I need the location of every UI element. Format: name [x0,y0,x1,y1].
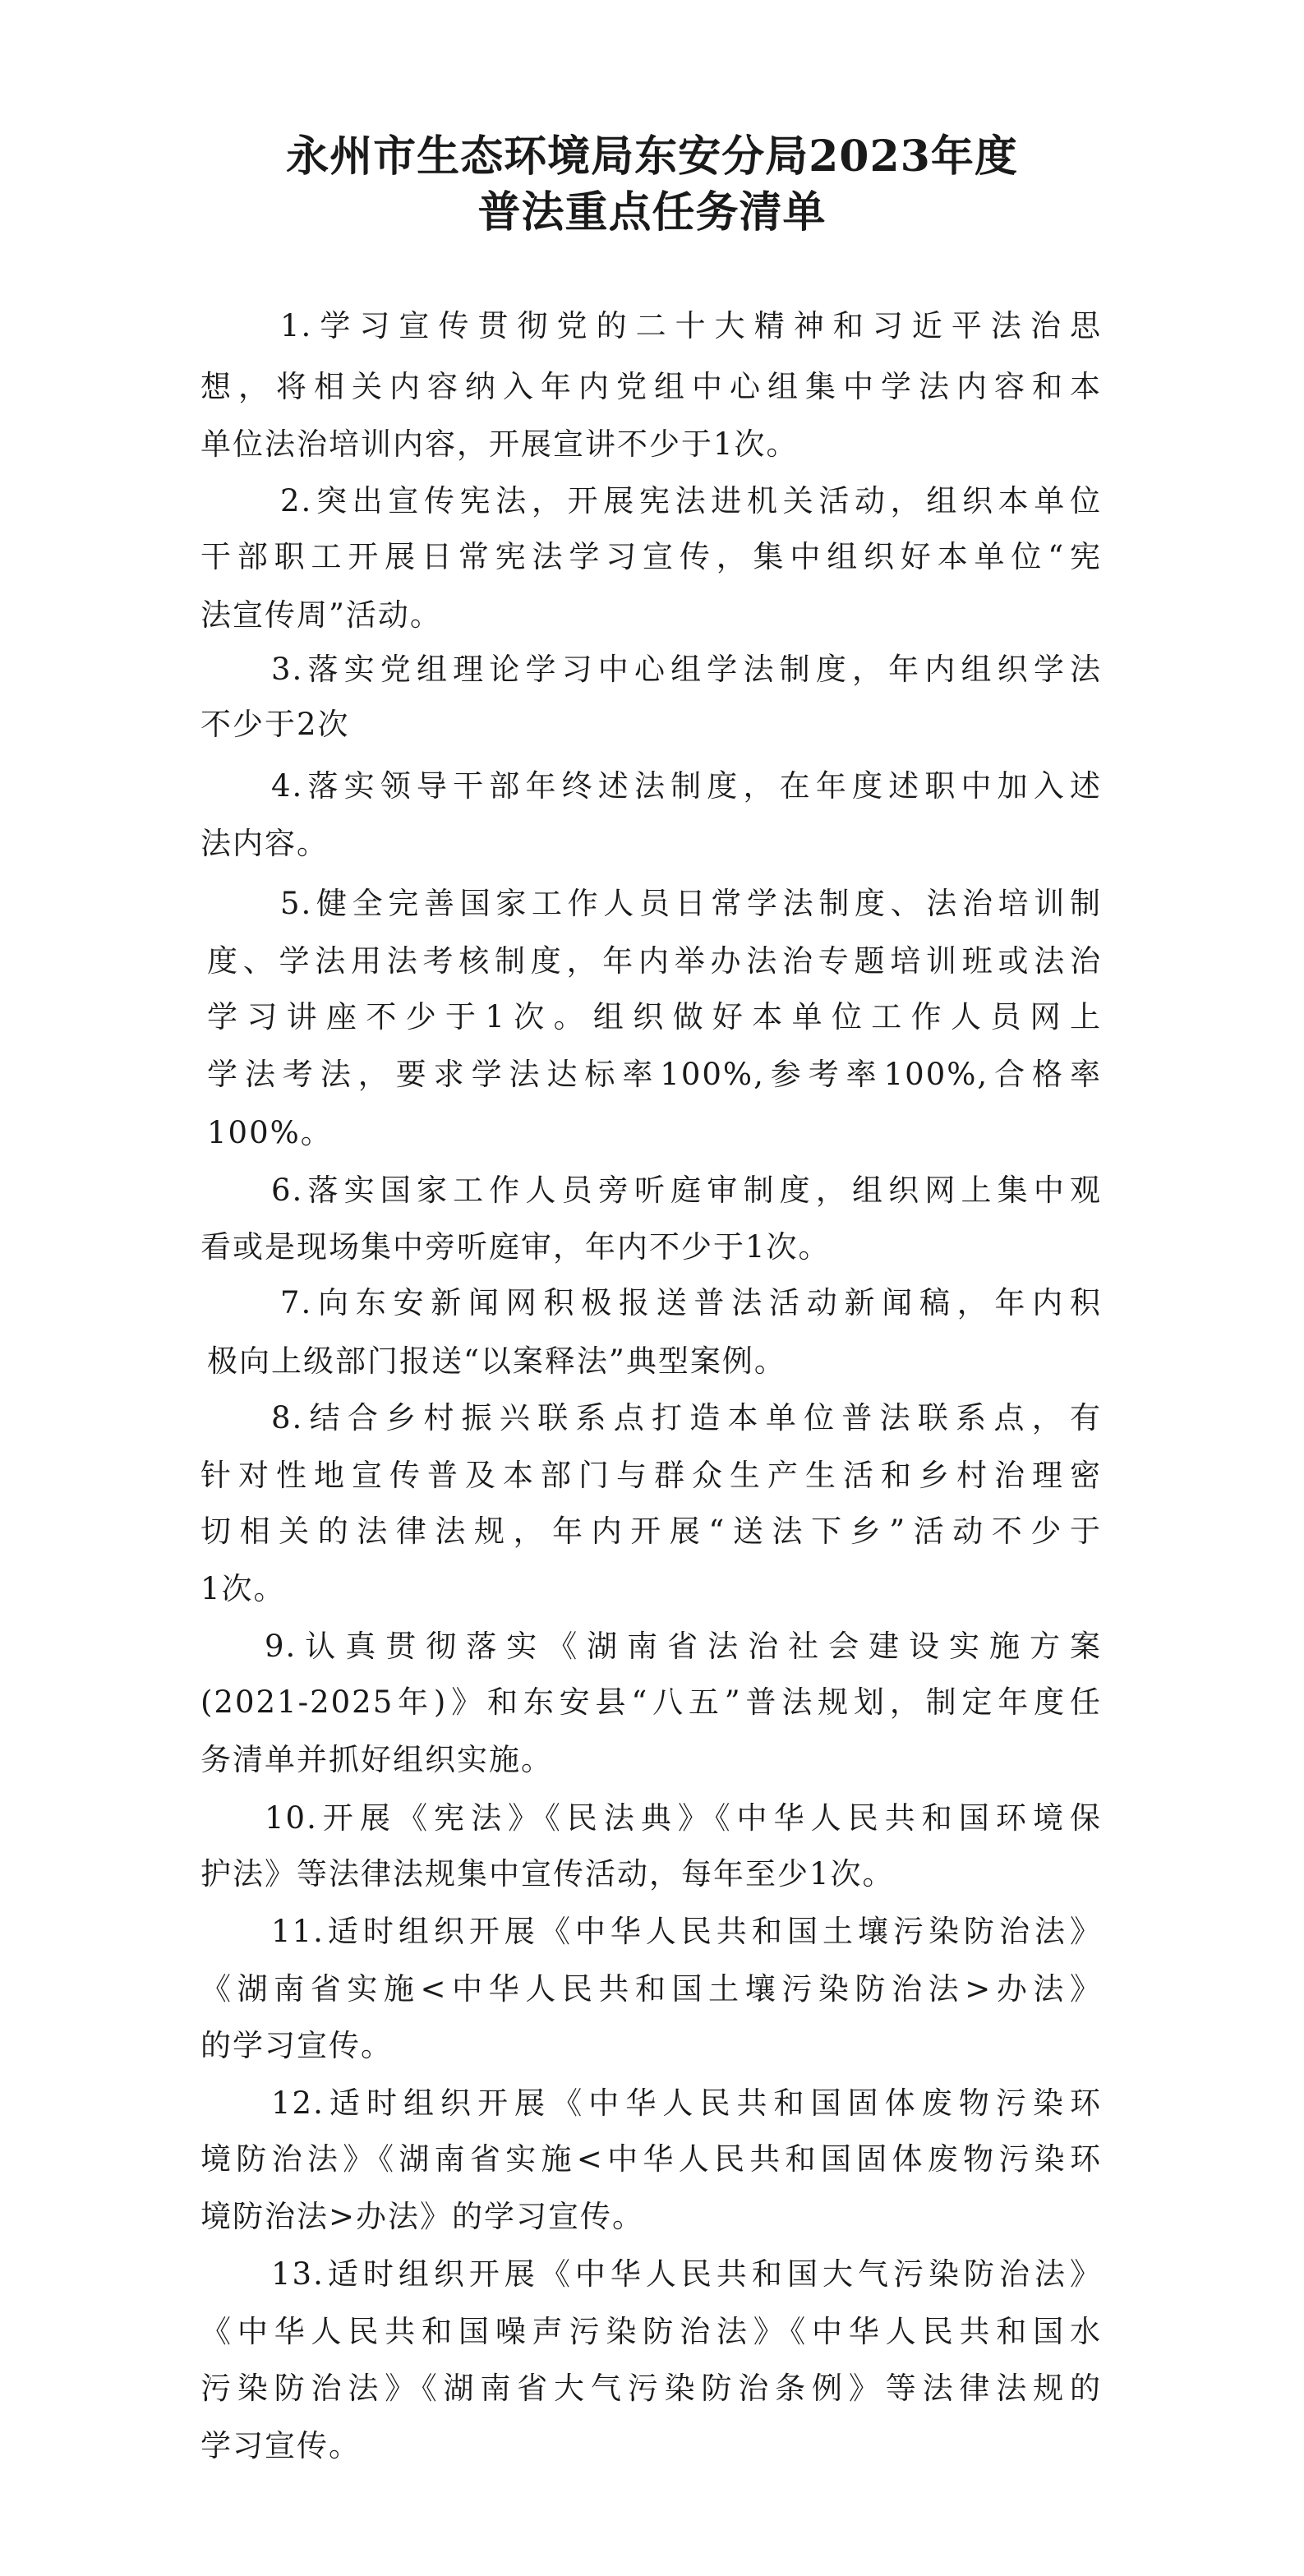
task-line: 污染防治法》《湖南省大气污染防治条例》等法律法规的 [200,2371,1102,2406]
task-line: 护法》等法律法规集中宣传活动，每年至少1次。 [200,1856,895,1892]
task-line: 4.落实领导干部年终述法制度，在年度述职中加入述 [271,768,1102,804]
document-title-line-2: 普法重点任务清单 [477,187,827,237]
task-line: 9.认真贯彻落实《湖南省法治社会建设实施方案 [265,1629,1102,1664]
task-line: 6.落实国家工作人员旁听庭审制度，组织网上集中观 [271,1173,1102,1208]
task-line: 13.适时组织开展《中华人民共和国大气污染防治法》 [271,2256,1102,2292]
task-line: 针对性地宣传普及本部门与群众生产生活和乡村治理密 [200,1458,1102,1493]
task-line: 《中华人民共和国噪声污染防治法》《中华人民共和国水 [200,2314,1102,2349]
task-line: 1次。 [200,1571,286,1606]
document-title-line-1: 永州市生态环境局东安分局2023年度 [286,131,1018,182]
task-line: 2.突出宣传宪法，开展宪法进机关活动，组织本单位 [280,483,1102,518]
task-line: 5.健全完善国家工作人员日常学法制度、法治培训制 [280,886,1102,921]
task-line: 境防治法>办法》的学习宣传。 [200,2199,645,2234]
task-line: 干部职工开展日常宪法学习宣传，集中组织好本单位“宪 [200,539,1102,574]
task-line: 看或是现场集中旁听庭审，年内不少于1次。 [200,1229,831,1265]
task-line: 1.学习宣传贯彻党的二十大精神和习近平法治思 [280,308,1102,343]
task-line: 想，将相关内容纳入年内党组中心组集中学法内容和本 [200,369,1102,404]
task-line: 度、学法用法考核制度，年内举办法治专题培训班或法治 [207,943,1102,979]
task-line: 法宣传周”活动。 [200,597,442,633]
task-line: 学习讲座不少于1次。组织做好本单位工作人员网上 [207,999,1102,1035]
task-line: 3.落实党组理论学习中心组学法制度，年内组织学法 [271,652,1102,687]
task-line: 7.向东安新闻网积极报送普法活动新闻稿，年内积 [280,1285,1102,1320]
task-line: 单位法治培训内容，开展宣讲不少于1次。 [200,426,799,462]
task-line: 不少于2次 [200,707,350,742]
task-line: 100%。 [207,1115,333,1150]
task-line: 务清单并抓好组织实施。 [200,1742,553,1777]
task-line: 的学习宣传。 [200,2028,393,2063]
task-line: 境防治法》《湖南省实施<中华人民共和国固体废物污染环 [200,2141,1102,2177]
task-line: 法内容。 [200,826,329,861]
task-line: 8.结合乡村振兴联系点打造本单位普法联系点，有 [271,1400,1102,1435]
task-line: 《湖南省实施<中华人民共和国土壤污染防治法>办法》 [200,1971,1102,2007]
task-line: 10.开展《宪法》《民法典》《中华人民共和国环境保 [265,1800,1102,1836]
task-line: 切相关的法律法规，年内开展“送法下乡”活动不少于 [200,1514,1102,1549]
task-line: 学法考法，要求学法达标率100%,参考率100%,合格率 [207,1057,1102,1092]
task-line: 11.适时组织开展《中华人民共和国土壤污染防治法》 [271,1914,1102,1949]
task-line: 学习宣传。 [200,2428,361,2463]
task-line: 极向上级部门报送“以案释法”典型案例。 [207,1343,786,1379]
task-line: (2021-2025年)》和东安县“八五”普法规划，制定年度任 [200,1684,1102,1720]
task-line: 12.适时组织开展《中华人民共和国固体废物污染环 [271,2085,1102,2121]
